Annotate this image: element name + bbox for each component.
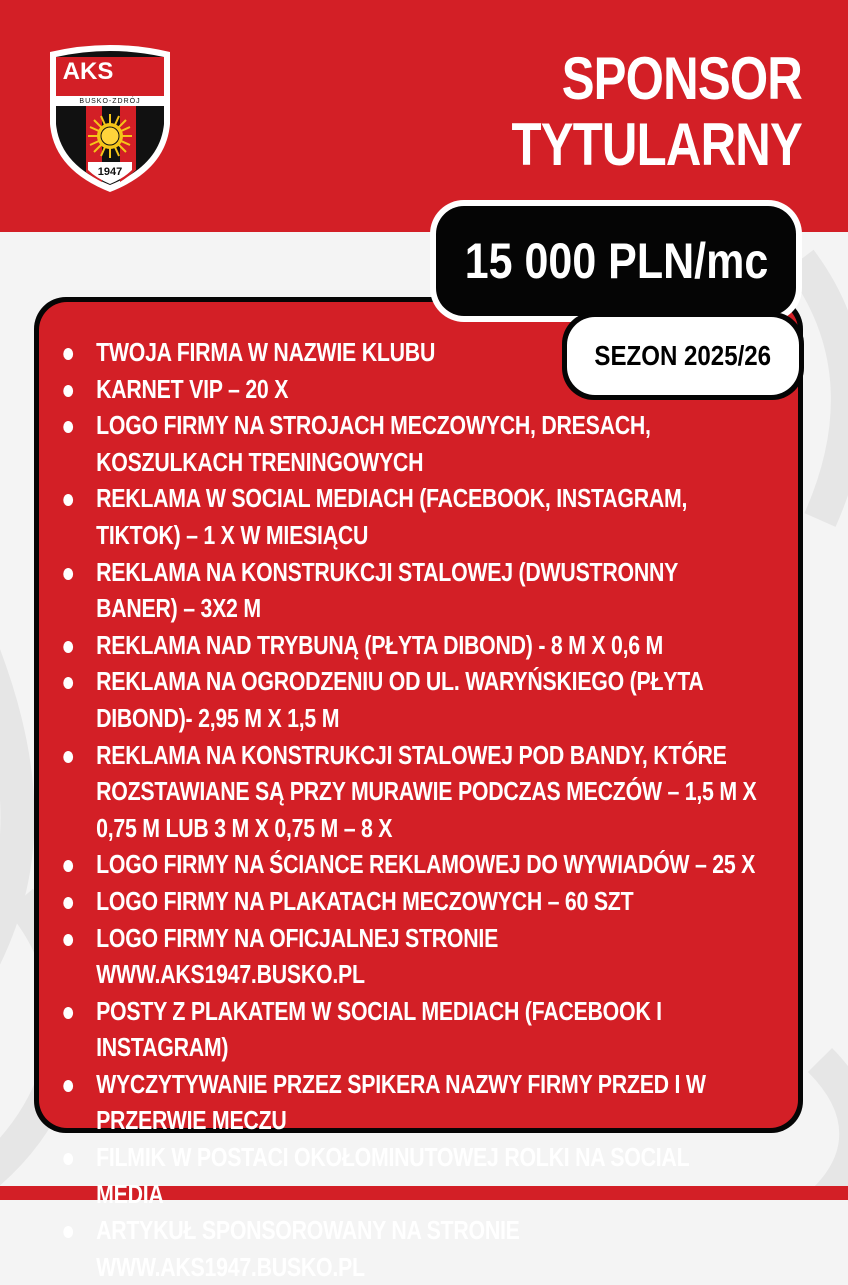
crest-year: 1947 bbox=[97, 166, 123, 178]
bullet-icon bbox=[63, 677, 73, 689]
price-badge bbox=[430, 200, 802, 322]
benefits-list bbox=[60, 334, 757, 1285]
benefit-text: KARNET VIP – 20 X bbox=[96, 373, 289, 404]
benefit-item bbox=[60, 1139, 757, 1212]
benefit-text: TWOJA FIRMA W NAZWIE KLUBU bbox=[96, 337, 436, 367]
page-title bbox=[458, 46, 802, 178]
benefit-text: LOGO FIRMY NA OFICJALNEJ STRONIE WWW.AKS1947.BUSKO.PL bbox=[96, 922, 499, 990]
benefit-item bbox=[60, 993, 757, 1066]
benefit-text: REKLAMA NAD TRYBUNĄ (PŁYTA DIBOND) - 8 M X 0,6 M bbox=[96, 629, 664, 660]
benefit-item bbox=[60, 846, 757, 883]
crest-place: BUSKO-ZDRÓJ bbox=[79, 98, 141, 105]
season-badge bbox=[562, 312, 804, 400]
sun-icon bbox=[88, 114, 132, 158]
price-badge-inner bbox=[436, 206, 796, 316]
bullet-icon bbox=[63, 934, 73, 946]
benefit-text: REKLAMA W SOCIAL MEDIACH (FACEBOOK, INSTAGRAM, TIKTOK) – 1 X W MIESIĄCU bbox=[96, 483, 688, 550]
benefit-text: REKLAMA NA KONSTRUKCJI STALOWEJ (DWUSTRONNY BANER) – 3X2 M bbox=[96, 556, 678, 624]
benefit-text: LOGO FIRMY NA ŚCIANCE REKLAMOWEJ DO WYWIADÓW – 25 X bbox=[96, 849, 756, 880]
benefit-item bbox=[60, 627, 757, 664]
benefit-item bbox=[60, 920, 757, 993]
bullet-icon bbox=[63, 860, 73, 872]
bullet-icon bbox=[63, 385, 73, 397]
benefit-text: REKLAMA NA OGRODZENIU OD UL. WARYŃSKIEGO (PŁYTA DIBOND)- 2,95 M X 1,5 M bbox=[96, 666, 703, 733]
benefit-text: FILMIK W POSTACI OKOŁOMINUTOWEJ ROLKI NA SOCIAL MEDIA bbox=[96, 1142, 689, 1209]
benefit-item bbox=[60, 554, 757, 627]
title-line-2: TYTULARNY bbox=[511, 111, 802, 178]
season-badge-inner bbox=[567, 317, 799, 395]
crest-name: AKS bbox=[62, 58, 114, 85]
bullet-icon bbox=[63, 421, 73, 433]
bullet-icon bbox=[63, 897, 73, 909]
benefit-item bbox=[60, 663, 757, 736]
season-label: SEZON 2025/26 bbox=[594, 340, 772, 371]
bullet-icon bbox=[63, 751, 73, 763]
benefit-text: POSTY Z PLAKATEM W SOCIAL MEDIACH (FACEBOOK I INSTAGRAM) bbox=[96, 995, 662, 1063]
benefit-text: LOGO FIRMY NA PLAKATACH MECZOWYCH – 60 SZT bbox=[96, 885, 634, 916]
title-line-1: SPONSOR bbox=[561, 45, 802, 112]
bullet-icon bbox=[63, 1080, 73, 1092]
bullet-icon bbox=[63, 1007, 73, 1019]
bullet-icon bbox=[63, 1226, 73, 1238]
club-crest bbox=[46, 44, 174, 194]
benefit-item bbox=[60, 1212, 757, 1285]
benefit-text: REKLAMA NA KONSTRUKCJI STALOWEJ POD BANDY, KTÓRE ROZSTAWIANE SĄ PRZY MURAWIE PODCZAS MECZÓW – 1,5 M X 0,75 M LUB 3 M X 0,75 M – 8 X bbox=[96, 739, 757, 843]
benefit-item bbox=[60, 1066, 777, 1139]
price-label: 15 000 PLN/mc bbox=[464, 233, 768, 289]
bullet-icon bbox=[63, 1153, 73, 1165]
bullet-icon bbox=[63, 348, 73, 360]
benefit-item bbox=[60, 480, 757, 553]
benefit-item bbox=[60, 407, 752, 480]
benefit-item bbox=[60, 883, 757, 920]
bullet-icon bbox=[63, 568, 73, 580]
benefit-text: LOGO FIRMY NA STROJACH MECZOWYCH, DRESACH, KOSZULKACH TRENINGOWYCH bbox=[96, 410, 651, 477]
bullet-icon bbox=[63, 641, 73, 653]
benefit-text: WYCZYTYWANIE PRZEZ SPIKERA NAZWY FIRMY PRZED I W PRZERWIE MECZU bbox=[96, 1068, 706, 1136]
benefit-item bbox=[60, 737, 785, 847]
benefit-text: ARTYKUŁ SPONSOROWANY NA STRONIE WWW.AKS1947.BUSKO.PL bbox=[96, 1215, 520, 1282]
bullet-icon bbox=[63, 494, 73, 506]
